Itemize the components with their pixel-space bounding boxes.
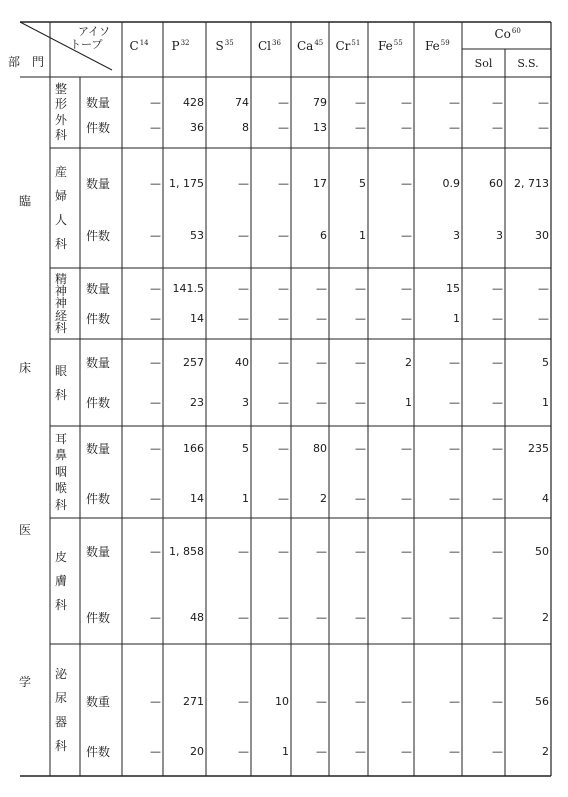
table-cell: — — [401, 545, 412, 559]
table-cell: — — [492, 395, 503, 409]
table-cell: — — [401, 312, 412, 326]
measure-type-label: 件数 — [86, 745, 111, 760]
table-cell: — — [492, 695, 503, 709]
table-cell: — — [150, 745, 161, 759]
table-cell: 14 — [190, 491, 204, 505]
table-cell: — — [238, 745, 249, 759]
table-cell: 10 — [275, 695, 289, 709]
table-cell: — — [278, 312, 289, 326]
table-cell: — — [355, 442, 366, 455]
table-cell: — — [449, 491, 460, 505]
isotope-symbol: Cl — [258, 39, 272, 53]
isotope-symbol: Cr — [335, 39, 351, 53]
table-cell: — — [150, 395, 161, 409]
table-cell: 2 — [320, 491, 327, 505]
isotope-mass: 51 — [351, 39, 361, 47]
table-cell: 30 — [535, 228, 549, 242]
table-cell: 14 — [190, 312, 204, 326]
isotope-header — [336, 40, 361, 52]
isotope-header — [258, 40, 281, 52]
table-cell: — — [316, 610, 327, 624]
isotope-symbol: Fe — [378, 39, 393, 53]
table-cell: 2 — [405, 356, 412, 370]
table-cell: 13 — [313, 121, 327, 135]
table-cell: — — [449, 121, 460, 135]
table-cell: — — [401, 282, 412, 296]
measure-type-label: 数量 — [86, 177, 111, 191]
table-cell: — — [492, 545, 503, 559]
table-cell: 36 — [190, 121, 204, 135]
table-cell: — — [316, 395, 327, 409]
table-cell: 3 — [242, 395, 249, 409]
table-cell: 80 — [313, 442, 327, 455]
isotope-header — [425, 40, 450, 52]
table-cell: — — [238, 695, 249, 709]
table-cell: — — [278, 121, 289, 135]
table-cell: 1 — [282, 745, 289, 759]
isotope-corner-label: トープ — [70, 38, 103, 51]
measure-type-label: 件数 — [86, 121, 111, 136]
table-cell: — — [150, 545, 161, 559]
isotope-mass: 59 — [440, 39, 450, 47]
table-cell: — — [449, 442, 460, 455]
table-cell: 5 — [542, 356, 549, 370]
measure-type-label: 数量 — [86, 442, 111, 456]
isotope-mass: 36 — [272, 39, 281, 47]
table-cell: — — [278, 228, 289, 242]
table-cell: — — [401, 610, 412, 624]
table-cell: 56 — [535, 695, 549, 709]
isotope-header — [495, 28, 521, 40]
isotope-header — [378, 40, 403, 52]
table-cell: 2 — [542, 745, 549, 759]
isotope-symbol: Co — [494, 27, 511, 41]
table-cell: — — [355, 356, 366, 370]
table-cell: — — [492, 282, 503, 296]
table-cell: — — [278, 356, 289, 370]
table-cell: — — [278, 442, 289, 455]
table-cell: 79 — [313, 96, 327, 110]
department-name: 耳鼻咽喉科 — [54, 432, 67, 512]
department-name: 整形外科 — [54, 82, 67, 142]
table-cell: 235 — [528, 442, 549, 455]
category-label: 臨 — [19, 194, 32, 208]
table-cell: — — [401, 745, 412, 759]
table-cell: 1 — [405, 395, 412, 409]
measure-type-label: 数量 — [86, 356, 111, 371]
table-cell: — — [355, 491, 366, 505]
isotope-header — [297, 40, 323, 52]
table-cell: 1 — [542, 395, 549, 409]
table-cell: — — [355, 96, 366, 110]
table-cell: — — [278, 491, 289, 505]
table-cell: 166 — [183, 442, 204, 455]
table-cell: 6 — [320, 228, 327, 242]
table-cell: — — [492, 121, 503, 135]
table-cell: — — [238, 228, 249, 242]
table-cell: 23 — [190, 395, 204, 409]
table-cell: — — [316, 545, 327, 559]
measure-type-label: 数量 — [86, 282, 111, 297]
isotope-mass: 55 — [393, 39, 403, 47]
table-cell: 60 — [489, 177, 503, 190]
table-cell: — — [278, 282, 289, 296]
department-name: 精神神経科 — [54, 272, 67, 335]
table-cell: 48 — [190, 610, 204, 624]
table-cell: — — [401, 442, 412, 455]
table-cell: — — [316, 695, 327, 709]
table-cell: 0.9 — [442, 177, 460, 190]
table-cell: 8 — [242, 121, 249, 135]
table-cell: — — [401, 96, 412, 110]
measure-type-label: 件数 — [86, 228, 111, 243]
department-name: 泌尿器科 — [54, 667, 67, 753]
table-cell: 271 — [183, 695, 204, 709]
category-label: 医 — [19, 523, 32, 537]
table-cell: — — [278, 610, 289, 624]
table-cell: — — [449, 745, 460, 759]
table-cell: — — [401, 177, 412, 190]
isotope-symbol: S — [215, 39, 224, 53]
table-cell: — — [538, 282, 549, 296]
measure-type-label: 数量 — [86, 96, 111, 111]
isotope-mass: 14 — [139, 39, 149, 47]
table-cell: — — [492, 610, 503, 624]
table-cell: — — [150, 312, 161, 326]
table-cell: — — [492, 96, 503, 110]
table-cell: 15 — [446, 282, 460, 296]
table-cell: — — [278, 96, 289, 110]
table-cell: — — [492, 312, 503, 326]
table-cell: 40 — [235, 356, 249, 370]
table-cell: 53 — [190, 228, 204, 242]
table-cell: — — [355, 395, 366, 409]
measure-type-label: 件数 — [86, 491, 111, 506]
isotope-symbol: Fe — [425, 39, 440, 53]
table-cell: 2 — [542, 610, 549, 624]
table-cell: 1, 858 — [169, 545, 204, 559]
table-cell: 1 — [242, 491, 249, 505]
table-cell: — — [401, 695, 412, 709]
table-cell: — — [238, 545, 249, 559]
table-cell: — — [316, 745, 327, 759]
isotope-header — [130, 40, 149, 52]
table-cell: — — [150, 177, 161, 190]
table-cell: 5 — [242, 442, 249, 455]
table-cell: 1 — [453, 312, 460, 326]
co60-subheader: S.S. — [517, 57, 539, 70]
table-cell: — — [150, 491, 161, 505]
table-cell: 3 — [453, 228, 460, 242]
table-cell: — — [278, 177, 289, 190]
table-cell: — — [355, 121, 366, 135]
table-cell: 50 — [535, 545, 549, 559]
table-cell: 4 — [542, 491, 549, 505]
table-cell: — — [355, 695, 366, 709]
table-cell: — — [316, 282, 327, 296]
measure-type-label: 数量 — [86, 545, 111, 560]
table-cell: — — [316, 356, 327, 370]
table-cell: — — [238, 312, 249, 326]
table-cell: — — [278, 395, 289, 409]
department-name: 産婦人科 — [54, 165, 67, 251]
isotope-corner-label: アイソ — [78, 25, 111, 38]
table-cell: 17 — [313, 177, 327, 190]
table-cell: — — [355, 282, 366, 296]
table-cell: — — [150, 356, 161, 370]
table-cell: — — [538, 312, 549, 326]
table-cell: — — [238, 177, 249, 190]
table-cell: 428 — [183, 96, 204, 110]
table-cell: 5 — [359, 177, 366, 190]
department-name: 眼科 — [54, 363, 67, 402]
category-label: 床 — [19, 361, 32, 375]
isotope-header — [216, 40, 234, 52]
table-cell: 257 — [183, 356, 204, 370]
table-cell: — — [449, 96, 460, 110]
table-cell: — — [150, 282, 161, 296]
isotope-header — [172, 40, 190, 52]
table-cell: — — [316, 312, 327, 326]
table-cell: — — [238, 610, 249, 624]
table-cell: — — [238, 282, 249, 296]
table-cell: — — [355, 610, 366, 624]
table-cell: — — [150, 610, 161, 624]
isotope-symbol: C — [129, 39, 139, 53]
table-cell: — — [278, 545, 289, 559]
table-cell: — — [401, 228, 412, 242]
table-cell: 3 — [496, 228, 503, 242]
table-cell: 20 — [190, 745, 204, 759]
isotope-mass: 60 — [511, 27, 521, 35]
category-label: 学 — [19, 675, 32, 689]
table-cell: 74 — [235, 96, 249, 110]
table-cell: — — [150, 442, 161, 455]
table-cell: — — [150, 121, 161, 135]
table-cell: — — [538, 96, 549, 110]
isotope-mass: 35 — [224, 39, 234, 47]
table-cell: — — [492, 356, 503, 370]
table-cell: — — [401, 491, 412, 505]
isotope-symbol: P — [171, 39, 180, 53]
table-cell: — — [401, 121, 412, 135]
measure-type-label: 件数 — [86, 312, 111, 327]
table-cell: 1 — [359, 228, 366, 242]
table-cell: — — [538, 121, 549, 135]
isotope-mass: 45 — [314, 39, 324, 47]
table-cell: — — [492, 745, 503, 759]
table-cell: — — [449, 610, 460, 624]
table-cell: — — [150, 96, 161, 110]
table-cell: — — [150, 695, 161, 709]
table-cell: — — [449, 695, 460, 709]
isotope-symbol: Ca — [297, 39, 314, 53]
section-corner-label: 部 門 — [8, 55, 45, 69]
table-cell: — — [355, 545, 366, 559]
table-cell: 1, 175 — [169, 177, 204, 190]
department-name: 皮膚科 — [54, 550, 67, 612]
table-cell: — — [492, 442, 503, 455]
measure-type-label: 件数 — [86, 395, 111, 410]
table-cell: 2, 713 — [514, 177, 549, 190]
measure-type-label: 件数 — [86, 610, 111, 625]
table-cell: — — [492, 491, 503, 505]
table-cell: — — [449, 395, 460, 409]
table-cell: 141.5 — [172, 282, 204, 296]
measure-type-label: 数重 — [86, 695, 111, 710]
table-cell: — — [355, 745, 366, 759]
table-cell: — — [355, 312, 366, 326]
co60-subheader: Sol — [474, 57, 493, 70]
isotope-mass: 32 — [180, 39, 190, 47]
table-cell: — — [449, 545, 460, 559]
table-cell: — — [150, 228, 161, 242]
table-cell: — — [449, 356, 460, 370]
